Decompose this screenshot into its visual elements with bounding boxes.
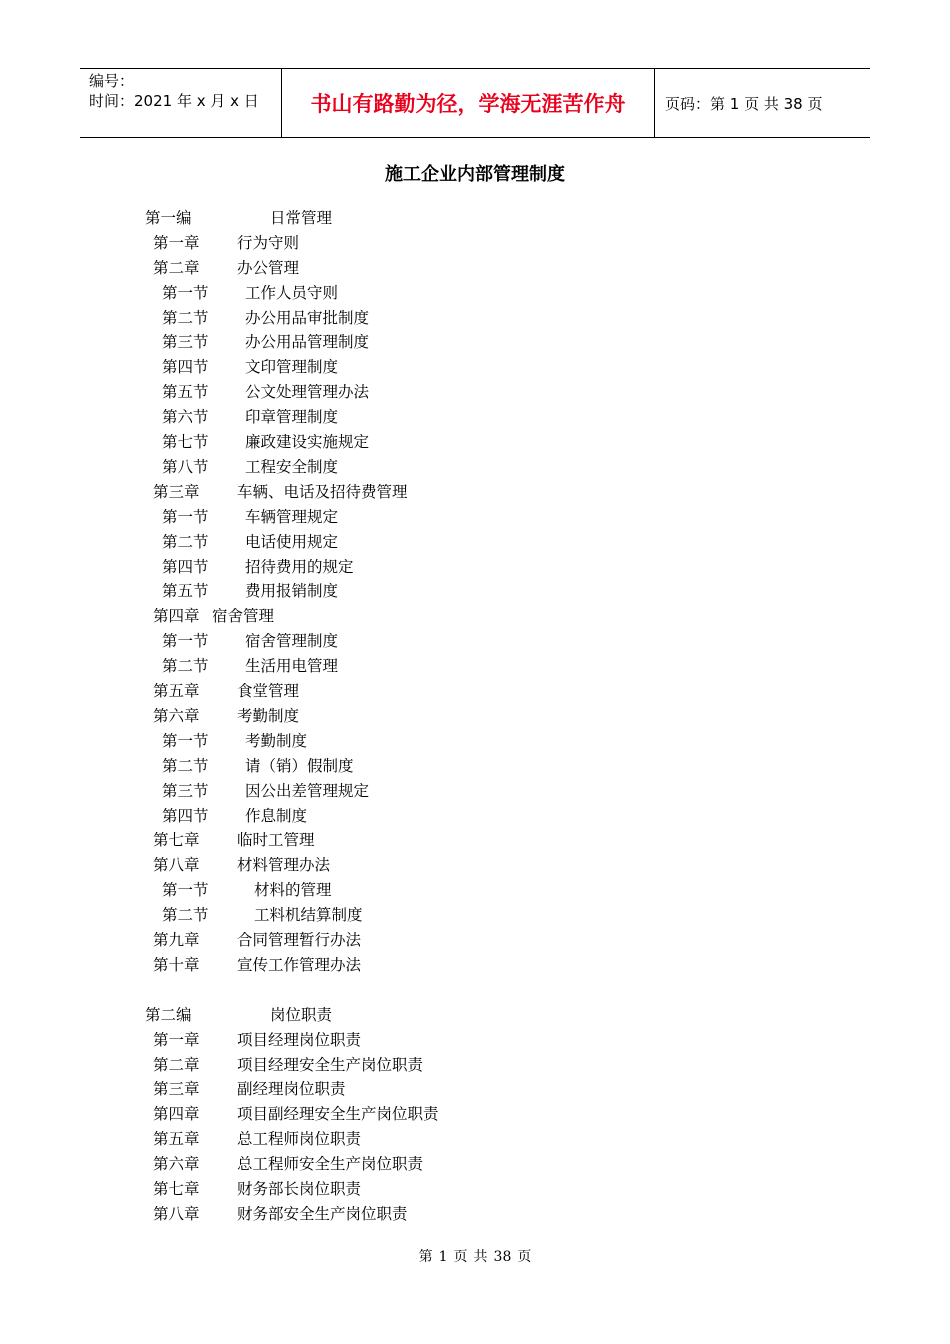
toc-number-label: 第七章 — [153, 831, 200, 849]
footer-text: 页 — [453, 1249, 468, 1265]
toc-entry-title: 办公用品管理制度 — [245, 333, 370, 351]
toc-number-label: 第一节 — [162, 632, 209, 650]
footer-text: 共 — [473, 1249, 488, 1265]
toc-number-label: 第一节 — [162, 508, 209, 526]
toc-number-label: 第六章 — [153, 707, 200, 725]
toc-number-label: 第五章 — [153, 1130, 200, 1148]
header-number-label: 编号： — [89, 72, 135, 90]
toc-entry-title: 生活用电管理 — [245, 657, 339, 675]
toc-entry-title: 宣传工作管理办法 — [237, 956, 362, 974]
toc-number-label: 第八章 — [153, 856, 200, 874]
toc-number-label: 第二章 — [153, 259, 200, 277]
toc-entry-title: 工程安全制度 — [245, 458, 339, 476]
toc-entry-title: 车辆、电话及招待费管理 — [237, 483, 408, 501]
toc-entry-title: 日常管理 — [270, 209, 333, 227]
toc-number-label: 第四章 — [153, 1105, 200, 1123]
document-title: 施工企业内部管理制度 — [385, 164, 565, 185]
footer-text: 页 — [517, 1249, 532, 1265]
toc-entry-title: 公文处理管理办法 — [245, 383, 370, 401]
header-time-label: 时间：2021 年 x 月 x 日 — [89, 92, 259, 110]
toc-number-label: 第二章 — [153, 1056, 200, 1074]
toc-entry-title: 电话使用规定 — [245, 533, 339, 551]
toc-entry-title: 材料的管理 — [254, 881, 332, 899]
toc-entry-title: 临时工管理 — [237, 831, 315, 849]
toc-entry-title: 宿舍管理制度 — [245, 632, 339, 650]
toc-entry-title: 办公管理 — [237, 259, 300, 277]
header-meta — [89, 71, 259, 111]
toc-entry-title: 财务部安全生产岗位职责 — [237, 1205, 408, 1223]
toc-number-label: 第二节 — [162, 657, 209, 675]
toc-entry-title: 招待费用的规定 — [245, 558, 354, 576]
toc-entry-title: 财务部长岗位职责 — [237, 1180, 362, 1198]
toc-entry-title: 印章管理制度 — [245, 408, 339, 426]
toc-entry-title: 材料管理办法 — [237, 856, 331, 874]
toc-number-label: 第六节 — [162, 408, 209, 426]
toc-number-label: 第二节 — [162, 533, 209, 551]
toc-entry-title: 费用报销制度 — [245, 582, 339, 600]
toc-entry-title: 食堂管理 — [237, 682, 300, 700]
footer-page-number: 1 — [438, 1249, 448, 1265]
toc-number-label: 第五节 — [162, 383, 209, 401]
toc-entry-title: 合同管理暂行办法 — [237, 931, 362, 949]
toc-number-label: 第五章 — [153, 682, 200, 700]
toc-entry-title: 副经理岗位职责 — [237, 1080, 346, 1098]
toc-entry-title: 请（销）假制度 — [245, 757, 354, 775]
page-header — [80, 68, 870, 138]
toc-number-label: 第三节 — [162, 333, 209, 351]
toc-number-label: 第一编 — [145, 209, 192, 227]
toc-number-label: 第一章 — [153, 234, 200, 252]
toc-number-label: 第五节 — [162, 582, 209, 600]
toc-number-label: 第一节 — [162, 284, 209, 302]
toc-number-label: 第一章 — [153, 1031, 200, 1049]
toc-number-label: 第十章 — [153, 956, 200, 974]
toc-entry-title: 总工程师岗位职责 — [237, 1130, 362, 1148]
toc-number-label: 第八章 — [153, 1205, 200, 1223]
toc-entry-title: 因公出差管理规定 — [245, 782, 370, 800]
toc-number-label: 第九章 — [153, 931, 200, 949]
toc-number-label: 第八节 — [162, 458, 209, 476]
toc-number-label: 第一节 — [162, 881, 209, 899]
footer-text: 第 — [418, 1249, 433, 1265]
toc-number-label: 第一节 — [162, 732, 209, 750]
toc-number-label: 第四章 — [153, 607, 200, 625]
toc-entry-title: 工料机结算制度 — [254, 906, 363, 924]
toc-entry-title: 项目经理安全生产岗位职责 — [237, 1056, 424, 1074]
toc-number-label: 第四节 — [162, 358, 209, 376]
toc-number-label: 第三章 — [153, 1080, 200, 1098]
toc-number-label: 第七章 — [153, 1180, 200, 1198]
toc-entry-title: 项目经理岗位职责 — [237, 1031, 362, 1049]
toc-entry-title: 考勤制度 — [245, 732, 308, 750]
toc-entry-title: 作息制度 — [245, 807, 308, 825]
page-footer — [0, 1246, 950, 1266]
header-divider — [654, 69, 655, 137]
toc-entry-title: 项目副经理安全生产岗位职责 — [237, 1105, 439, 1123]
toc-number-label: 第七节 — [162, 433, 209, 451]
toc-entry-title: 考勤制度 — [237, 707, 300, 725]
toc-number-label: 第二节 — [162, 757, 209, 775]
toc-number-label: 第四节 — [162, 558, 209, 576]
footer-total-pages: 38 — [493, 1249, 512, 1265]
toc-number-label: 第三章 — [153, 483, 200, 501]
header-motto: 书山有路勤为径，学海无涯苦作舟 — [310, 92, 626, 116]
toc-number-label: 第二编 — [145, 1006, 192, 1024]
toc-entry-title: 廉政建设实施规定 — [245, 433, 370, 451]
toc-number-label: 第二节 — [162, 906, 209, 924]
toc-entry-title: 工作人员守则 — [245, 284, 339, 302]
toc-entry-title: 行为守则 — [237, 234, 300, 252]
toc-number-label: 第三节 — [162, 782, 209, 800]
toc-number-label: 第四节 — [162, 807, 209, 825]
toc-entry-title: 办公用品审批制度 — [245, 309, 370, 327]
toc-entry-title: 总工程师安全生产岗位职责 — [237, 1155, 424, 1173]
toc-entry-title: 文印管理制度 — [245, 358, 339, 376]
toc-entry-title: 宿舍管理 — [212, 607, 275, 625]
toc-entry-title: 岗位职责 — [270, 1006, 333, 1024]
toc-entry-title: 车辆管理规定 — [245, 508, 339, 526]
header-page-info: 页码：第 1 页 共 38 页 — [665, 95, 823, 113]
toc-number-label: 第二节 — [162, 309, 209, 327]
toc-number-label: 第六章 — [153, 1155, 200, 1173]
